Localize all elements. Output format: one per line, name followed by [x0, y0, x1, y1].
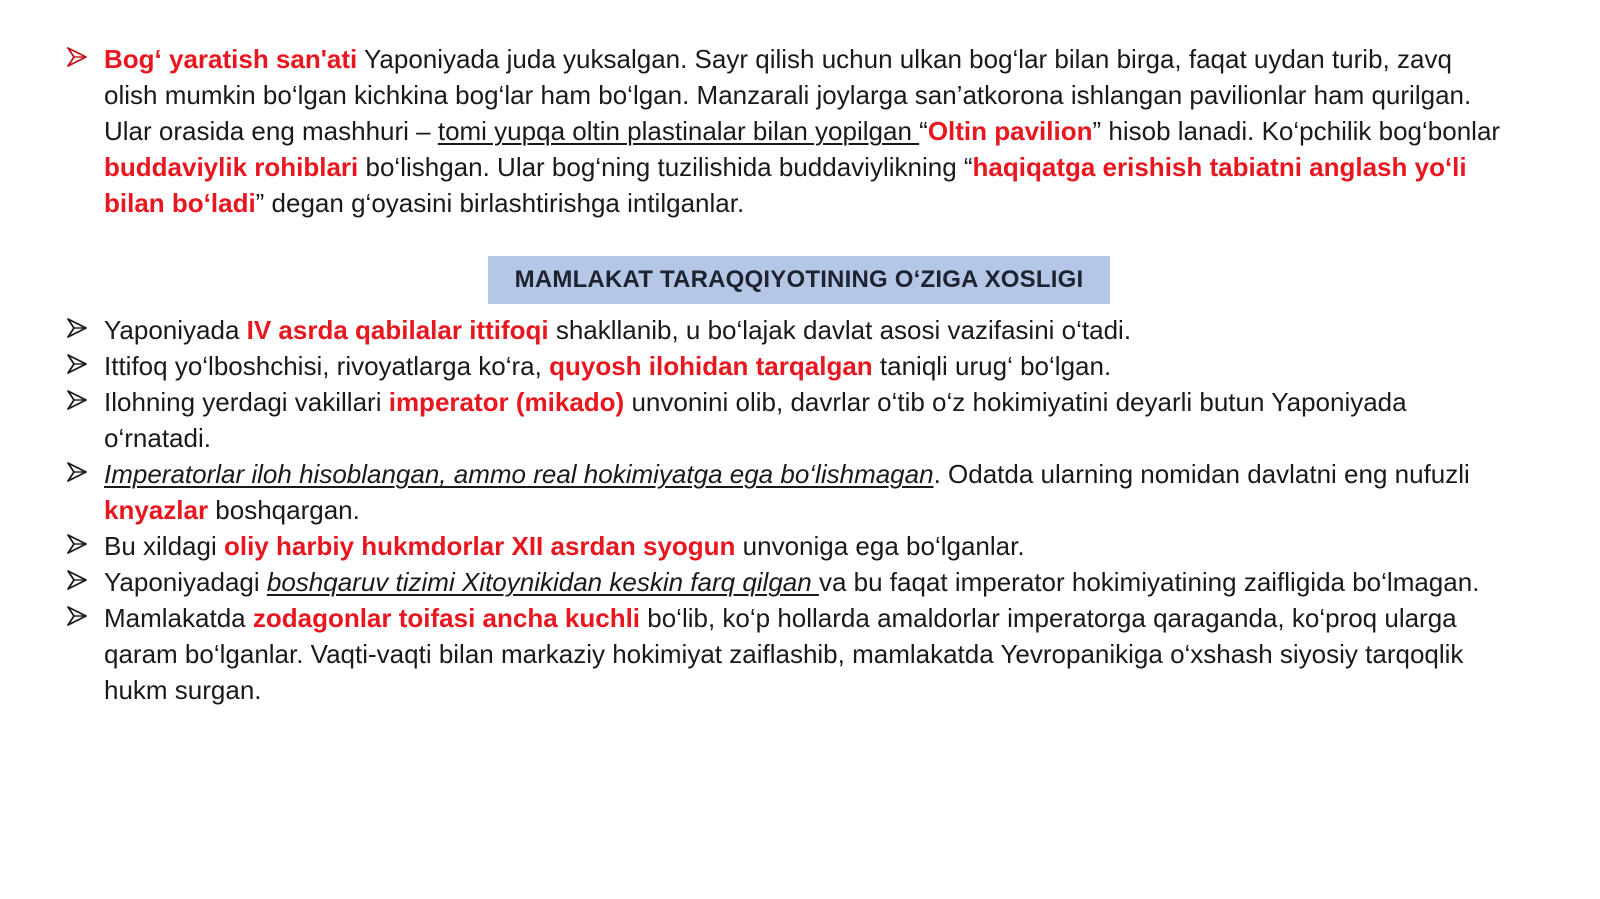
- bullet-text: unvoniga ega bo‘lganlar.: [735, 531, 1025, 561]
- arrow-bullet-icon: [66, 461, 88, 483]
- arrow-bullet-icon: [66, 389, 88, 411]
- intro-highlight-oltin-pavilion: Oltin pavilion: [927, 116, 1093, 146]
- bullet-highlight: knyazlar: [104, 495, 209, 525]
- intro-underline-1: tomi yupqa oltin plastinalar bilan yopilgan: [437, 116, 920, 146]
- bullet-highlight: oliy harbiy hukmdorlar XII asrdan syogun: [223, 531, 736, 561]
- bullet-underline-italic: boshqaruv tizimi Xitoynikidan keskin farq qilgan: [266, 567, 819, 597]
- list-item: [0, 528, 1600, 564]
- section-heading: MAMLAKAT TARAQQIYOTINING O‘ZIGA XOSLIGI: [514, 266, 1084, 293]
- bullet-text: Mamlakatda: [104, 603, 253, 633]
- bullet-underline-italic: Imperatorlar iloh hisoblangan, ammo real hokimiyatga ega bo‘lishmagan: [104, 459, 934, 489]
- bullet-highlight: imperator (mikado): [388, 387, 625, 417]
- intro-highlight-rohiblar: buddaviylik rohiblari: [104, 152, 359, 182]
- intro-text-1: Yaponiyada juda yuksalgan. Sayr qilish uchun ulkan bog‘lar bilan birga, faqat uydan turib, zavq olish mumkin bo‘lgan kichkina bog‘lar ham bo‘lgan. Manzarali joylarga san’atkorona ishlangan pavilionlar ham qurilgan. Ular orasida eng mashhuri –: [104, 44, 1472, 146]
- arrow-bullet-icon: [66, 605, 88, 627]
- intro-highlight-quote: haqiqatga erishish tabiatni anglash yo‘li bilan bo‘ladi: [104, 152, 1467, 218]
- arrow-bullet-icon: [66, 317, 88, 339]
- bullet-text: Bu xildagi: [104, 531, 224, 561]
- main-bullet-list: [0, 312, 1600, 708]
- intro-text-4: bo‘lishgan. Ular bog‘ning tuzilishida buddaviylikning “: [358, 152, 973, 182]
- bullet-text: Ilohning yerdagi vakillari: [104, 387, 389, 417]
- intro-list: [0, 41, 1600, 221]
- bullet-text: bo‘lib, ko‘p hollarda amaldorlar imperatorga qaraganda, ko‘proq ularga qaram bo‘lganlar. Vaqti-vaqti bilan markaziy hokimiyat zaiflashib, mamlakatda Yevropanikiga o‘xshash siyosiy tarqoqlik hukm surgan.: [104, 603, 1464, 705]
- bullet-text: . Odatda ularning nomidan davlatni eng nufuzli: [933, 459, 1470, 489]
- intro-text-3: ” hisob lanadi. Ko‘pchilik bog‘bonlar: [1092, 116, 1501, 146]
- bullet-highlight: zodagonlar toifasi ancha kuchli: [252, 603, 641, 633]
- list-item: [0, 564, 1600, 600]
- arrow-bullet-icon: [66, 46, 88, 68]
- list-item: [0, 312, 1600, 348]
- bullet-text: unvonini olib, davrlar o‘tib o‘z hokimiyatini deyarli butun Yaponiyada o‘rnatadi.: [104, 387, 1407, 453]
- list-item: [0, 384, 1600, 456]
- arrow-bullet-icon: [66, 353, 88, 375]
- bullet-text: Ittifoq yo‘lboshchisi, rivoyatlarga ko‘ra,: [104, 351, 550, 381]
- bullet-highlight: IV asrda qabilalar ittifoqi: [246, 315, 549, 345]
- list-item: [0, 456, 1600, 528]
- bullet-highlight: quyosh ilohidan tarqalgan: [549, 351, 873, 381]
- intro-bullet: [0, 41, 1600, 221]
- bullet-text: Yaponiyada: [104, 315, 247, 345]
- intro-text-2: “: [919, 116, 928, 146]
- bullet-text: boshqargan.: [208, 495, 360, 525]
- arrow-bullet-icon: [66, 533, 88, 555]
- arrow-bullet-icon: [66, 569, 88, 591]
- bullet-text: taniqli urug‘ bo‘lgan.: [872, 351, 1112, 381]
- bullet-text: va bu faqat imperator hokimiyatining zaifligida bo‘lmagan.: [818, 567, 1480, 597]
- bullet-text: Yaponiyadagi: [104, 567, 267, 597]
- list-item: [0, 348, 1600, 384]
- bullet-text: shakllanib, u bo‘lajak davlat asosi vazifasini o‘tadi.: [548, 315, 1132, 345]
- section-heading-box: [488, 256, 1110, 304]
- intro-text-5: ” degan g‘oyasini birlashtirishga intilganlar.: [255, 188, 745, 218]
- list-item: [0, 600, 1600, 708]
- intro-highlight-title: Bog‘ yaratish san'ati: [104, 44, 358, 74]
